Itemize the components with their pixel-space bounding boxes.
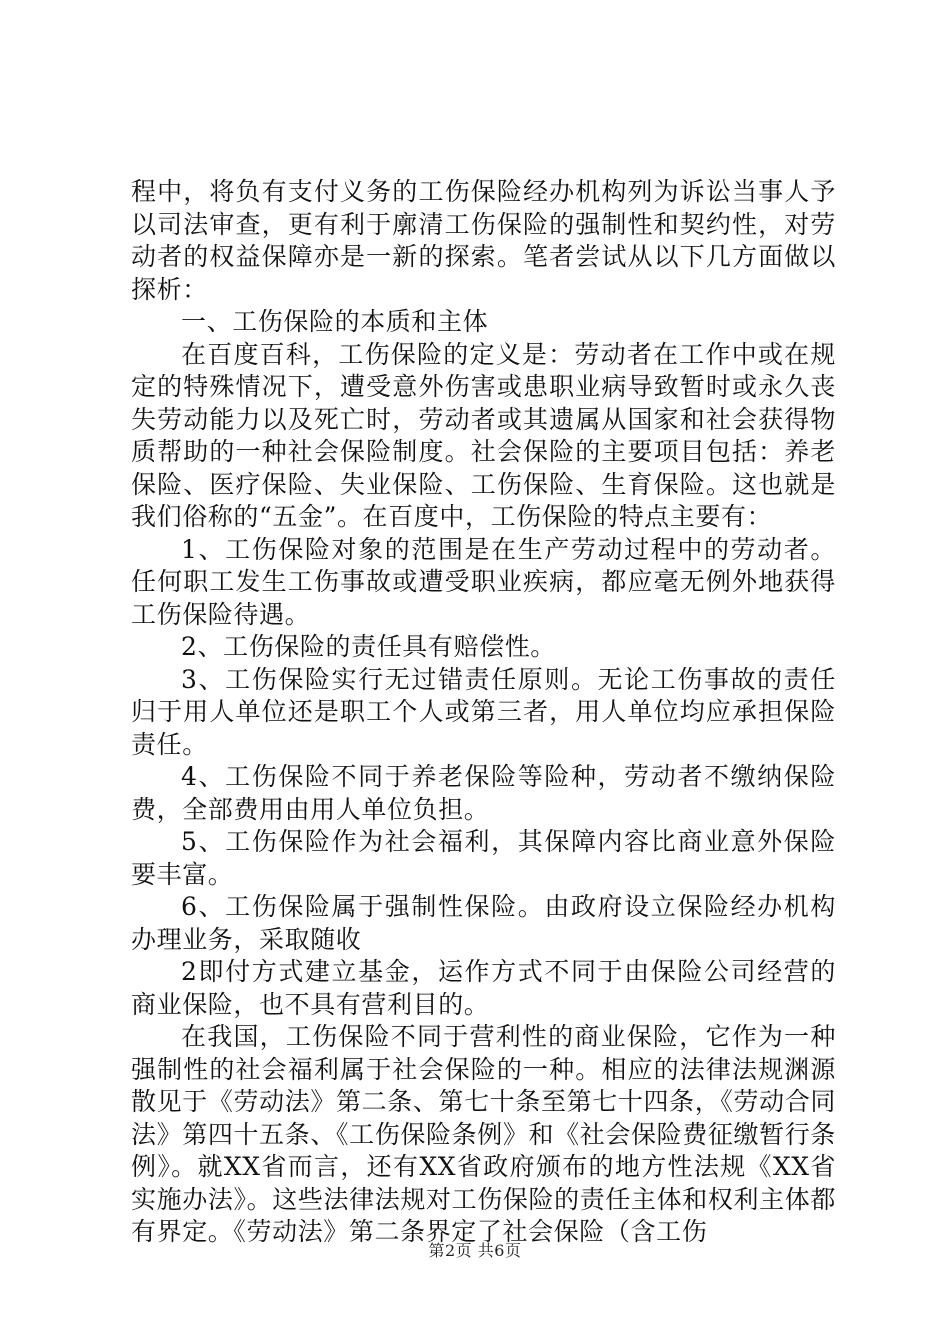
list-item-6: 6、工伤保险属于强制性保险。由政府设立保险经办机构办理业务，采取随收 (131, 892, 836, 954)
paragraph-legal-sources: 在我国，工伤保险不同于营利性的商业保险，它作为一种强制性的社会福利属于社会保险的一种。相应的法律法规渊源散见于《劳动法》第二条、第七十条至第七十四条，《劳动合同法》第四十五条、《工伤保险条例》和《社会保险费征缴暂行条例》。就XX省而言，还有XX省政府颁布的地方性法规《XX省实施办法》。这些法律法规对工伤保险的责任主体和权利主体都有界定。《劳动法》第二条界定了社会保险（含工伤 (131, 1022, 836, 1246)
section-heading: 一、工伤保险的本质和主体 (181, 307, 489, 336)
document-body (131, 176, 836, 1249)
list-item-1: 1、工伤保险对象的范围是在生产劳动过程中的劳动者。任何职工发生工伤事故或遭受职业疾病，都应毫无例外地获得工伤保险待遇。 (131, 534, 836, 629)
list-item-2: 2、工伤保险的责任具有赔偿性。 (181, 632, 556, 661)
list-item-4: 4、工伤保险不同于养老保险等险种，劳动者不缴纳保险费，全部费用由用人单位负担。 (131, 762, 836, 824)
paragraph-definition: 在百度百科，工伤保险的定义是：劳动者在工作中或在规定的特殊情况下，遭受意外伤害或患职业病导致暂时或永久丧失劳动能力以及死亡时，劳动者或其遗属从国家和社会获得物质帮助的一种社会保险制度。社会保险的主要项目包括：养老保险、医疗保险、失业保险、工伤保险、生育保险。这也就是我们俗称的“五金”。在百度中，工伤保险的特点主要有： (131, 339, 836, 531)
paragraph-intro-continuation: 程中，将负有支付义务的工伤保险经办机构列为诉讼当事人予以司法审查，更有利于廓清工伤保险的强制性和契约性，对劳动者的权益保障亦是一新的探索。笔者尝试从以下几方面做以探析： (131, 177, 836, 304)
list-item-6-continuation: 2即付方式建立基金，运作方式不同于由保险公司经营的商业保险，也不具有营利目的。 (131, 957, 836, 1019)
list-item-3: 3、工伤保险实行无过错责任原则。无论工伤事故的责任归于用人单位还是职工个人或第三者，用人单位均应承担保险责任。 (131, 664, 836, 759)
list-item-5: 5、工伤保险作为社会福利，其保障内容比商业意外保险要丰富。 (131, 827, 836, 889)
page-number-footer: 第2页 共6页 (428, 1241, 522, 1260)
